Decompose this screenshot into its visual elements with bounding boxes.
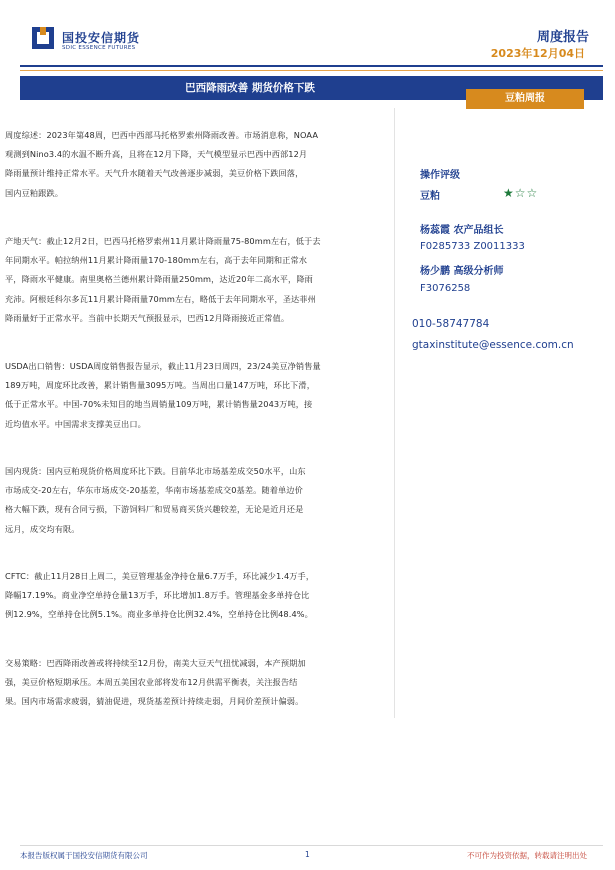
product-name: 豆粕: [420, 191, 440, 202]
header-rule: [20, 65, 603, 67]
column-divider: [394, 108, 395, 718]
page-number: 1: [305, 850, 310, 859]
paragraph-cftc: [5, 567, 386, 625]
text-line: USDA出口销售：USDA周度销售报告显示，截止11月23日周四，23/24美豆净销售量: [5, 361, 321, 371]
logo-icon: [32, 27, 54, 49]
text-line: 格大幅下跌，现有合同亏损，下游饲料厂和贸易商买货兴趣较差，无论是近月还是: [5, 504, 304, 515]
text-line: 低于正常水平。中国-70%未知目的地当周销量109万吨，累计销售量2043万吨，接: [5, 399, 313, 410]
report-date: 2023年12月04日: [490, 47, 585, 60]
logo-english: SDIC ESSENCE FUTURES: [62, 45, 136, 51]
footer-copyright: 本报告版权属于国投安信期货有限公司: [20, 851, 148, 860]
text-line: 年同期水平。帕拉纳州11月累计降雨量170-180mm左右，高于去年同期和正常水: [5, 255, 308, 266]
report-title: 巴西降雨改善 期货价格下跌: [185, 82, 315, 94]
report-type: 周度报告: [536, 30, 589, 45]
text-line: 充沛。阿根廷科尔多瓦11月累计降雨量70mm左右，略低于去年同期水平，圣达菲州: [5, 293, 316, 304]
analyst-1-name: 杨蕊霞 农产品组长: [420, 225, 504, 236]
text-line: CFTC：截止11月28日上周二，美豆管理基金净持仓量6.7万手，环比减少1.4万手，: [5, 571, 315, 581]
paragraph-weather: [5, 232, 386, 328]
text-line: 国内豆粕跟跌。: [5, 187, 64, 198]
paragraph-strategy: [5, 654, 386, 712]
footer-disclaimer: 不可作为投资依据，转载请注明出处: [467, 851, 587, 860]
paragraph-summary: [5, 126, 386, 203]
rating-label: 操作评级: [420, 170, 460, 181]
text-line: 观测到Nino3.4的水温不断升高，且将在12月下降，天气模型显示巴西中西部12月: [5, 149, 308, 160]
text-line: 强，美豆价格短期承压。本周五美国农业部将发布12月供需平衡表，关注报告结: [5, 677, 298, 688]
footer-rule: [20, 845, 603, 846]
contact-phone: 010-58747784: [412, 318, 490, 330]
paragraph-usda: [5, 357, 386, 434]
analyst-1-license: F0285733 Z0011333: [420, 241, 525, 252]
analyst-2-name: 杨少鹏 高级分析师: [420, 266, 504, 277]
text-line: 降幅17.19%。商业净空单持仓量13万手，环比增加1.8万手。管理基金多单持仓比: [5, 590, 310, 601]
text-line: 平，降雨水平健康。南里奥格兰德州累计降雨量250mm，达近20年二高水平，降雨: [5, 274, 313, 285]
text-line: 产地天气：截止12月2日，巴西马托格罗索州11月累计降雨量75-80mm左右，低于去: [5, 236, 321, 246]
text-line: 国内现货：国内豆粕现货价格周度环比下跌。目前华北市场基差成交50水平，山东: [5, 466, 306, 476]
text-line: 近均值水平。中国需求支撑美豆出口。: [5, 418, 146, 429]
header-rule-accent: [20, 70, 603, 71]
rating-stars: ★☆☆: [503, 186, 539, 200]
text-line: 周度综述：2023年第48周，巴西中西部马托格罗索州降雨改善。市场消息称，NOAA: [5, 130, 319, 140]
text-line: 果。国内市场需求疲弱，猜油促进，现货基差预计持续走弱，月间价差预计偏弱。: [5, 696, 304, 707]
text-line: 远月，成交均有限。: [5, 523, 80, 534]
logo-chinese: 国投安信期货: [62, 31, 141, 45]
report-tag: 豆粕周报: [466, 89, 584, 109]
text-line: 189万吨，周度环比改善，累计销售量3095万吨。当周出口量147万吨，环比下滑，: [5, 380, 316, 391]
text-line: 交易策略：巴西降雨改善或将持续至12月份，南美大豆天气扭忧减弱，本产预期加: [5, 658, 306, 668]
text-line: 降雨量好于正常水平。当前中长期天气预报显示，巴西12月降雨接近正常值。: [5, 312, 290, 323]
text-line: 降雨量预计维持正常水平。天气升水随着天气改善逐步减弱，美豆价格下跌回落，: [5, 168, 304, 179]
contact-email[interactable]: gtaxinstitute@essence.com.cn: [412, 339, 574, 351]
analyst-2-license: F3076258: [420, 283, 471, 294]
text-line: 例12.9%，空单持仓比例5.1%。商业多单持仓比例32.4%，空单持仓比例48.4%。: [5, 609, 313, 620]
paragraph-spot: [5, 462, 386, 539]
text-line: 市场成交-20左右，华东市场成交-20基差，华南市场基差成交0基差。随着单边价: [5, 485, 303, 496]
